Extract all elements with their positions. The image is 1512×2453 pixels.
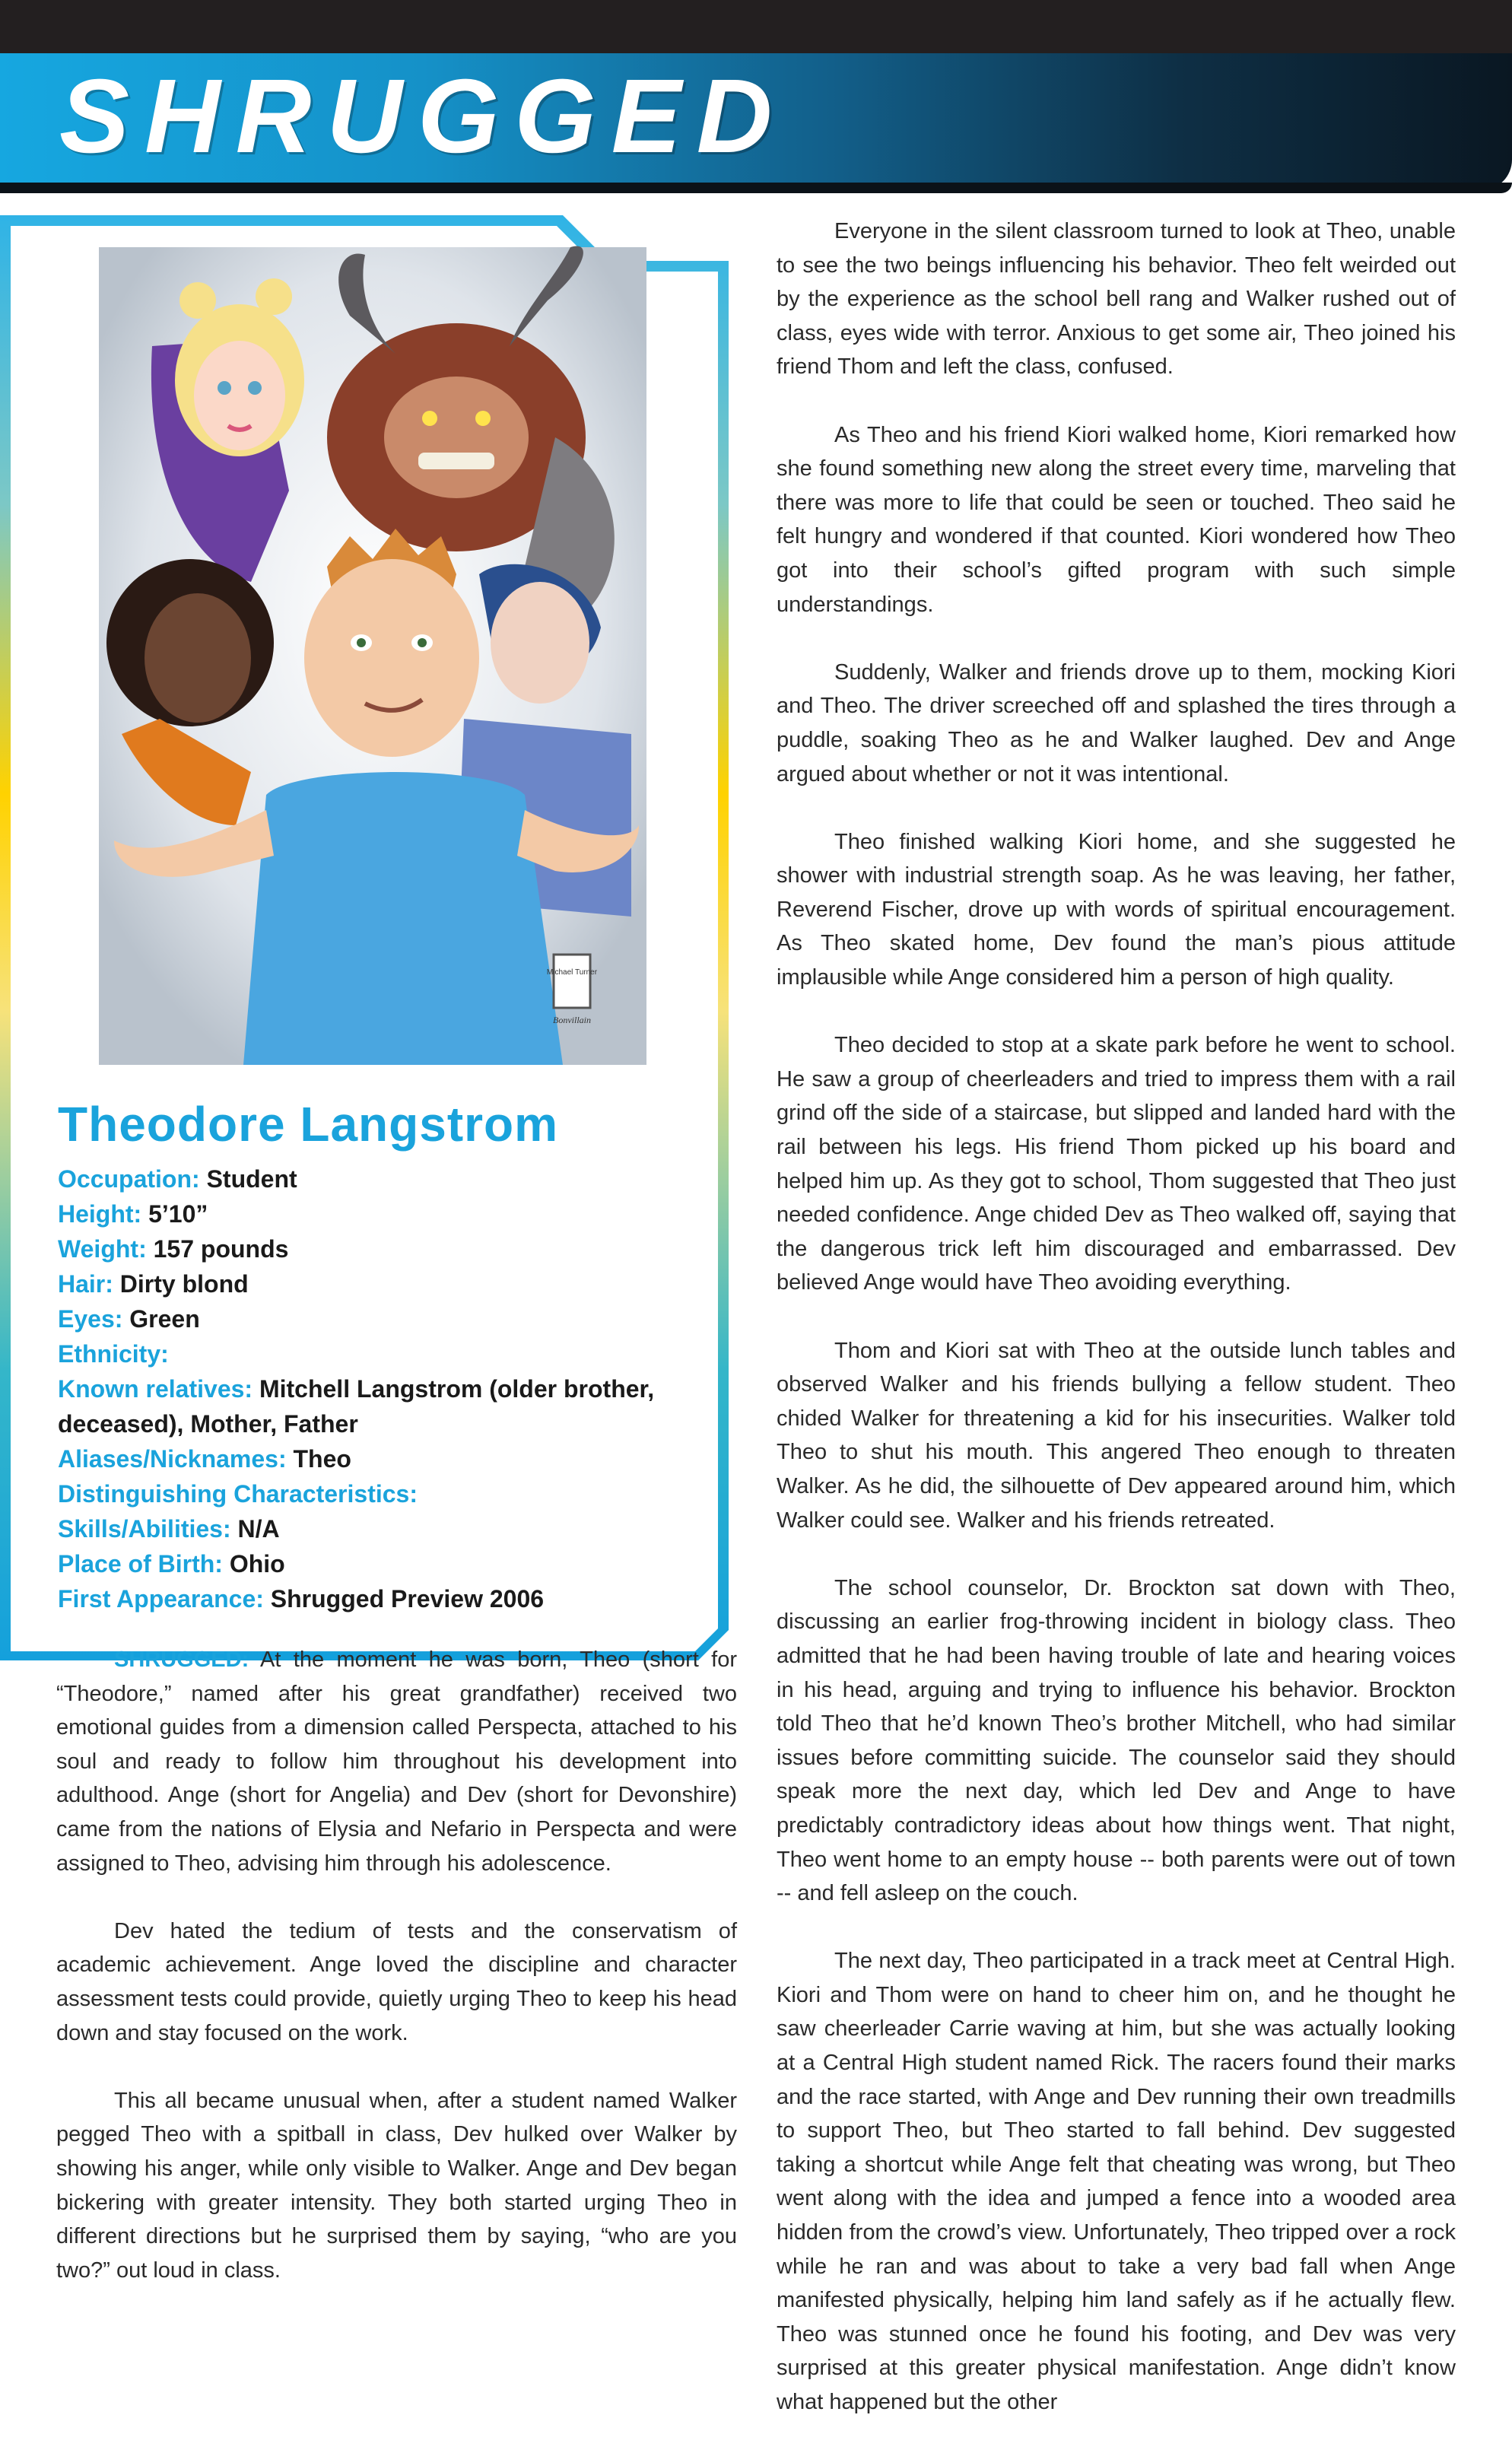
field-first-appearance — [58, 1581, 712, 1616]
field-value: N/A — [237, 1514, 280, 1543]
field-value: 5’10” — [148, 1199, 208, 1228]
character-name: Theodore Langstrom — [58, 1097, 559, 1152]
field-label: Weight: — [58, 1234, 147, 1263]
profile-info — [58, 1095, 712, 1616]
field-place-of-birth — [58, 1546, 712, 1581]
paragraph: This all became unusual when, after a student named Walker pegged Theo with a spitball in class, Dev hulked over Walker by showing his anger, while only visible to Walker. Ange and Dev began bickering with greater intensity. They both started urging Theo in different directions but he surprised them by saying, “who are you two?” out loud in class. — [56, 2088, 737, 2283]
field-label: Known relatives: — [58, 1374, 253, 1403]
field-label: First Appearance: — [58, 1584, 264, 1613]
field-label: Height: — [58, 1199, 142, 1228]
paragraph: Suddenly, Walker and friends drove up to them, mocking Kiori and Theo. The driver screeched off and splashed the tires through a puddle, soaking Theo as he and Walker laughed. Dev and Ange argued about whether or not it was intentional. — [777, 659, 1456, 786]
colorist-signature: Bonvillain — [553, 1015, 591, 1025]
field-occupation — [58, 1161, 712, 1196]
field-aliases — [58, 1441, 712, 1476]
paragraph: Theo decided to stop at a skate park before he went to school. He saw a group of cheerleaders and tried to impress them with a rail grind off the side of a staircase, but slipped and landed hard with the rail between his legs. His friend Thom picked up his board and helped him up. As they got to school, Thom suggested that Theo just needed confidence. Ange chided Dev as Theo walked off, saying that the dangerous trick left him discouraged and embarrassed. Dev believed Ange would have Theo avoiding everything. — [777, 1033, 1456, 1295]
paragraph: Dev hated the tedium of tests and the conservatism of academic achievement. Ange loved the discipline and character assessment tests could provide, quietly urging Theo to keep his head down and stay focused on the work. — [56, 1918, 737, 2045]
field-value: 157 pounds — [153, 1234, 289, 1263]
field-value: Green — [129, 1304, 200, 1333]
field-eyes — [58, 1301, 712, 1336]
field-value: Theo — [293, 1444, 351, 1473]
field-value: Ohio — [229, 1549, 285, 1578]
section-lead: SHRUGGED: — [114, 1648, 249, 1672]
field-label: Occupation: — [58, 1165, 200, 1193]
field-label: Skills/Abilities: — [58, 1514, 231, 1543]
character-artwork — [99, 247, 646, 1065]
field-distinguishing — [58, 1476, 712, 1511]
paragraph: Theo finished walking Kiori home, and she suggested he shower with industrial strength soap. As he was leaving, her father, Reverend Fischer, drove up with words of spiritual encouragement. As Theo skated home, Dev found the man’s pious attitude implausible while Ange considered him a person of high quality. — [777, 829, 1456, 990]
field-weight — [58, 1231, 712, 1266]
paragraph-text: At the moment he was born, Theo (short for “Theodore,” named after his great grandfather) received two emotional guides from a dimension called Perspecta, attached to his soul and ready to follow him throughout his development into adulthood. Ange (short for Angelia) and Dev (short for Devonshire) came from the nations of Elysia and Nefario in Perspecta and were assigned to Theo, advising him through his adolescence. — [56, 1648, 737, 1876]
field-known-relatives — [58, 1371, 712, 1441]
field-label: Distinguishing Characteristics: — [58, 1479, 418, 1508]
field-label: Eyes: — [58, 1304, 123, 1333]
paragraph: The next day, Theo participated in a track meet at Central High. Kiori and Thom were on hand to cheer him on, and he thought he saw cheerleader Carrie waving at him, but she was actually looking at a Central High student named Rick. The racers found their marks and the race started, with Ange and Dev running their own treadmills to support Theo, but Theo started to fall behind. Dev suggested taking a shortcut while Ange felt that cheating was wrong, but Theo went along with the idea and jumped a fence into a wooded area hidden from the crowd’s view. Unfortunately, Theo tripped over a rock while he ran and was about to take a very bad fall when Ange manifested physically, helping him land safely as if he actually flew. Theo was stunned once he found his footing, and Dev was very surprised at this greater physical manifestation. Ange didn’t know what happened but the other — [777, 1949, 1456, 2414]
field-height — [58, 1196, 712, 1231]
left-text-column — [56, 1643, 737, 2321]
paragraph: The school counselor, Dr. Brockton sat down with Theo, discussing an earlier frog-throwing incident in biology class. Theo admitted that he had been having trouble of late and hearing voices in his head, arguing and trying to influence his behavior. Brockton told Theo that he’d known Theo’s brother Mitchell, who had similar issues before committing suicide. The counselor said they should speak more the next day, which led Dev and Ange to have predictably contradictory ideas about how things went. That night, Theo went home to an empty house -- both parents were out of town -- and fell asleep on the couch. — [777, 1575, 1456, 1906]
artist-signature-box — [554, 955, 590, 1008]
top-bar — [0, 0, 1512, 53]
artist-signature: Michael Turner — [546, 968, 598, 977]
field-value: Shrugged Preview 2006 — [270, 1584, 545, 1613]
field-label: Place of Birth: — [58, 1549, 223, 1578]
paragraph: As Theo and his friend Kiori walked home, Kiori remarked how she found something new along the street every time, marveling that there was more to life that could be seen or touched. Theo said he felt hungry and wondered if that counted. Kiori wondered how Theo got into their school’s gifted program with such simple understandings. — [777, 422, 1456, 617]
field-value: Dirty blond — [119, 1269, 249, 1298]
paragraph — [56, 1643, 737, 1880]
field-label: Ethnicity: — [58, 1339, 169, 1368]
field-ethnicity — [58, 1336, 712, 1371]
paragraph: Everyone in the silent classroom turned to look at Theo, unable to see the two beings influencing his behavior. Theo felt weirded out by the experience as the school bell rang and Walker rushed out of class, eyes wide with terror. Anxious to get some air, Theo joined his friend Thom and left the class, confused. — [777, 219, 1456, 380]
banner-edge — [0, 183, 1512, 193]
paragraph: Thom and Kiori sat with Theo at the outside lunch tables and observed Walker and his friends bullying a fellow student. Theo chided Walker for threatening a kid for his insecurities. Walker told Theo to shut his mouth. This angered Theo enough to threaten Walker. As he did, the silhouette of Dev appeared around him, which Walker could see. Walker and his friends retreated. — [777, 1338, 1456, 1533]
field-skills — [58, 1511, 712, 1546]
right-text-column — [777, 214, 1456, 2453]
field-hair — [58, 1266, 712, 1301]
page-title: SHRUGGED — [59, 58, 788, 175]
field-label: Hair: — [58, 1269, 113, 1298]
field-value: Mitchell Langstrom (older brother, deceased), Mother, Father — [58, 1374, 655, 1438]
field-label: Aliases/Nicknames: — [58, 1444, 287, 1473]
field-value: Student — [206, 1165, 297, 1193]
